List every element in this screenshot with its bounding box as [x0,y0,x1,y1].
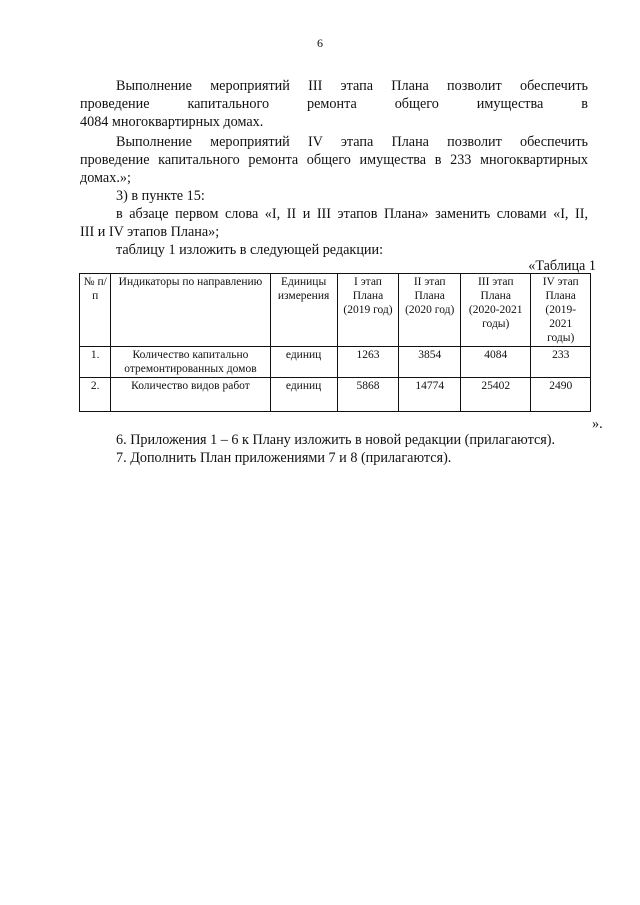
paragraph-line: Выполнение мероприятий III этапа Плана позволит обеспечить [116,78,588,94]
paragraph-line: проведение капитального ремонта общего имущества в 233 многоквартирных [80,152,588,168]
cell-stage-3: 25402 [461,378,531,412]
cell-number: 2. [80,378,111,412]
paragraph-line: 3) в пункте 15: [116,188,205,204]
table-row [80,347,591,378]
cell-number: 1. [80,347,111,378]
page-number: 6 [317,36,323,50]
paragraph-line: в абзаце первом слова «I, II и III этапов Плана» заменить словами «I, II, [116,206,588,222]
header-indicators: Индикаторы по направлению [111,274,270,347]
paragraph-line: домах.»; [80,170,131,186]
cell-stage-3: 4084 [461,347,531,378]
paragraph-line: таблицу 1 изложить в следующей редакции: [116,242,384,258]
header-stage-2: II этап Плана (2020 год) [399,274,461,347]
paragraph-line: 7. Дополнить План приложениями 7 и 8 (прилагаются). [116,450,452,466]
cell-stage-4: 2490 [531,378,591,412]
paragraph-line: проведение капитального ремонта общего имущества в [80,96,588,112]
cell-units: единиц [270,378,337,412]
cell-stage-4: 233 [531,347,591,378]
cell-stage-1: 5868 [337,378,399,412]
table-header-row [80,274,591,347]
header-number: № п/п [80,274,111,347]
cell-units: единиц [270,347,337,378]
cell-stage-2: 3854 [399,347,461,378]
table-row [80,378,591,412]
paragraph-line: III и IV этапов Плана»; [80,224,220,240]
header-stage-3: III этап Плана (2020-2021 годы) [461,274,531,347]
header-stage-1: I этап Плана (2019 год) [337,274,399,347]
indicators-table [79,273,591,412]
closing-quote: ». [592,416,603,432]
cell-indicator: Количество капитально отремонтированных домов [111,347,270,378]
table-title: «Таблица 1 [528,258,596,274]
paragraph-line: 4084 многоквартирных домах. [80,114,264,130]
paragraph-line: Выполнение мероприятий IV этапа Плана позволит обеспечить [116,134,588,150]
cell-stage-2: 14774 [399,378,461,412]
paragraph-line: 6. Приложения 1 – 6 к Плану изложить в новой редакции (прилагаются). [116,432,556,448]
cell-stage-1: 1263 [337,347,399,378]
header-stage-4: IV этап Плана (2019-2021 годы) [531,274,591,347]
header-units: Единицы измерения [270,274,337,347]
cell-indicator: Количество видов работ [111,378,270,412]
